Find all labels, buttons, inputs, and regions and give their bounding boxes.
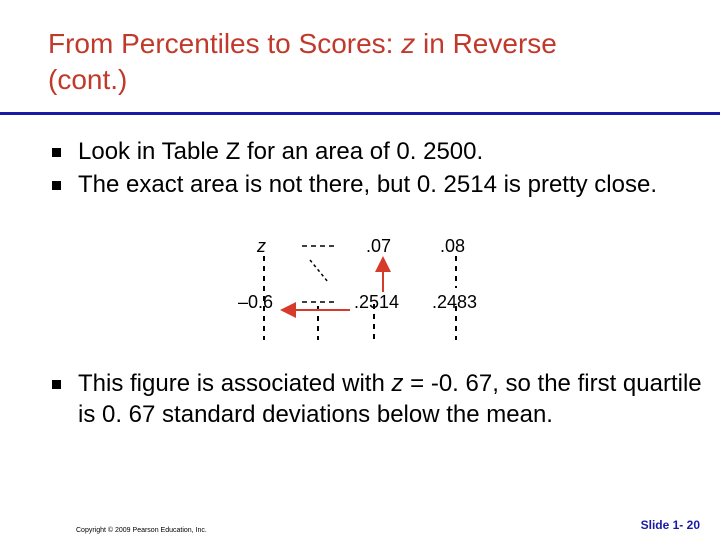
bullet-square-icon xyxy=(52,148,61,157)
copyright-text: Copyright © 2009 Pearson Education, Inc. xyxy=(76,527,207,534)
title-suffix: in Reverse xyxy=(415,28,557,59)
col-07-label: .07 xyxy=(366,236,392,256)
title-italic-z: z xyxy=(401,28,416,59)
col-08-label: .08 xyxy=(440,236,466,256)
title-line-1 xyxy=(48,26,688,62)
title-prefix: From Percentiles to Scores: xyxy=(48,28,402,59)
bullet-text-3 xyxy=(78,370,702,428)
table-lookup-figure xyxy=(230,230,490,340)
value-2514: .2514 xyxy=(354,292,400,312)
slide-number: Slide 1- 20 xyxy=(640,518,700,532)
bullet-item-3 xyxy=(52,368,718,430)
bullet-item-2 xyxy=(52,169,692,200)
slide-title xyxy=(48,26,688,98)
title-line-2: (cont.) xyxy=(48,64,128,95)
value-2483: .2483 xyxy=(432,292,478,312)
bullet-3-prefix: This figure is associated with xyxy=(78,370,392,397)
bullet-text-1: Look in Table Z for an area of 0. 2500. xyxy=(78,138,484,165)
bullet-3-italic-z: z xyxy=(391,370,404,397)
header-z-label: z xyxy=(257,236,266,256)
bullet-item-1 xyxy=(52,136,692,167)
bullet-text-2: The exact area is not there, but 0. 2514 is pretty close. xyxy=(78,171,657,198)
bullet-square-icon xyxy=(52,380,61,389)
diagonal-dots xyxy=(310,260,328,282)
row-label: –0.6 xyxy=(238,292,274,312)
bullet-square-icon xyxy=(52,181,61,190)
bullet-3-suffix: = -0. 67, so the first quartile is 0. 67 standard deviations below the mean. xyxy=(78,370,702,428)
title-divider xyxy=(0,112,720,115)
